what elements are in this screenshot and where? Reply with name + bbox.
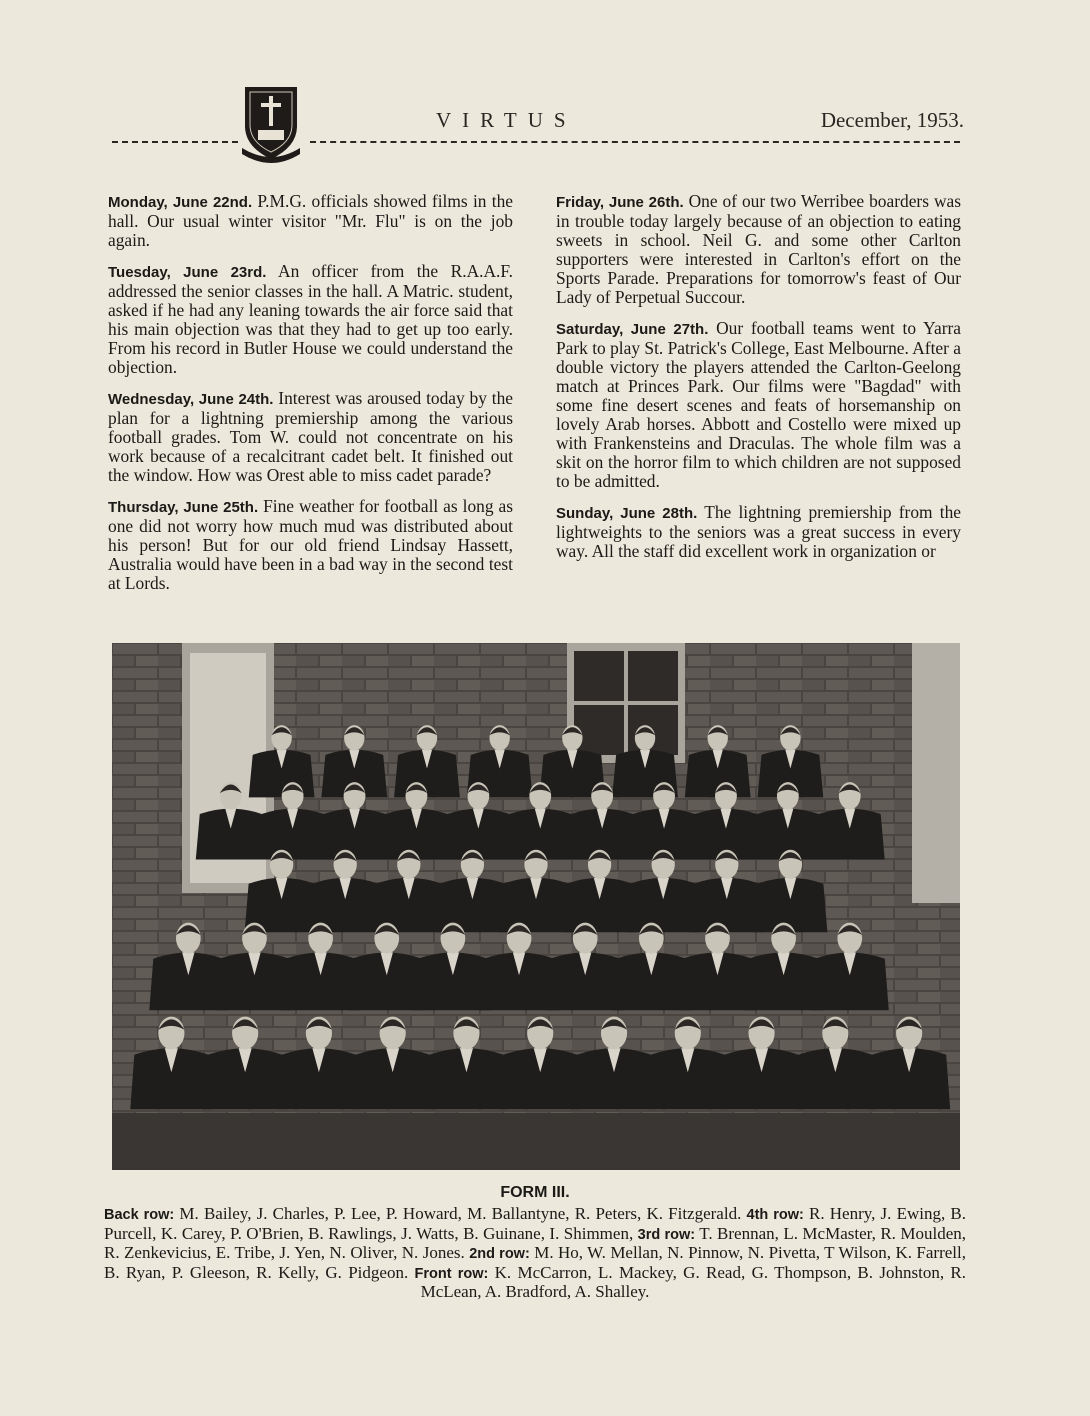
class-photo-illustration — [112, 643, 960, 1170]
diary-column-right — [556, 192, 961, 573]
diary-entry — [108, 497, 513, 593]
entry-date: Friday, June 26th. — [556, 194, 684, 211]
diary-entry — [108, 262, 513, 377]
entry-text: Our football teams went to Yarra Park to play St. Patrick's College, East Melbourne. After a double victory the players attended the Carlton-Geelong match at Princes Park. Our films were "Bagdad" with some fine desert scenes and feats of horsemanship on lovely Arab horses. Abbott and Costello were mixed up with Frankensteins and Draculas. The whole film was a skit on the horror film to which children are not supposed to be admitted. — [556, 318, 961, 491]
masthead-title: VIRTUS — [436, 108, 577, 132]
entry-date: Tuesday, June 23rd. — [108, 264, 267, 281]
diary-entry — [108, 192, 513, 250]
caption-title: FORM III. — [500, 1184, 570, 1201]
class-photo — [112, 643, 960, 1170]
row-label: 4th row: — [746, 1207, 804, 1223]
entry-date: Thursday, June 25th. — [108, 499, 259, 516]
diary-column-left — [108, 192, 513, 605]
header-rule-left — [112, 141, 238, 143]
row-names: M. Ho, W. Mellan, N. Pinnow, N. Pivetta, T Wilson, K. Farrell, B. Ryan, P. Gleeson, R. Kelly, G. Pidgeon. — [104, 1243, 966, 1282]
row-names: M. Bailey, J. Charles, P. Lee, P. Howard, M. Ballantyne, R. Peters, K. Fitzgerald. — [174, 1204, 747, 1223]
entry-date: Sunday, June 28th. — [556, 505, 698, 522]
entry-date: Wednesday, June 24th. — [108, 391, 274, 408]
diary-entry — [108, 389, 513, 485]
row-label: 2nd row: — [469, 1246, 530, 1263]
header-rule-right — [310, 141, 960, 143]
entry-text: An officer from the R.A.A.F. addressed the senior classes in the hall. A Matric. student, asked if he had any leaning towards the air force said that his main objection was that they had to get up too early. From his record in Butler House we could understand the objection. — [108, 261, 514, 377]
photo-caption — [104, 1184, 966, 1301]
school-crest-icon — [240, 82, 302, 164]
page-header — [0, 0, 1090, 170]
diary-entry — [556, 319, 961, 491]
row-label: Back row: — [104, 1207, 175, 1223]
entry-text: Fine weather for football as long as one did not worry how much mud was distributed about his person! But for our old friend Lindsay Hassett, Australia would have been in a bad way in the second test at Lords. — [108, 496, 513, 593]
row-names: K. McCarron, L. Mackey, G. Read, G. Thompson, B. Johnston, R. McLean, A. Bradford, A. Shalley. — [420, 1262, 966, 1302]
caption-names — [104, 1205, 966, 1301]
row-label: 3rd row: — [637, 1226, 696, 1243]
row-names: R. Henry, J. Ewing, B. Purcell, K. Carey, P. O'Brien, B. Rawlings, J. Watts, B. Guinane, I. Shimmen, — [104, 1204, 966, 1243]
entry-text: P.M.G. officials showed films in the hall. Our usual winter visitor "Mr. Flu" is on the job again. — [108, 191, 514, 250]
entry-text: The lightning premiership from the lightweights to the seniors was a great success in every way. All the staff did excellent work in organization or — [556, 502, 961, 561]
entry-date: Monday, June 22nd. — [108, 194, 253, 211]
diary-entry — [556, 192, 961, 307]
row-label: Front row: — [414, 1265, 489, 1282]
entry-date: Saturday, June 27th. — [556, 321, 709, 338]
issue-date: December, 1953. — [820, 108, 964, 132]
entry-text: Interest was aroused today by the plan for a lightning premiership among the various football grades. Tom W. could not concentrate on his work because of a recalcitrant cadet belt. It finished out the window. How was Orest able to miss cadet parade? — [108, 388, 513, 485]
row-names: T. Brennan, L. McMaster, R. Moulden, R. Zenkevicius, E. Tribe, J. Yen, N. Oliver, N. Jones. — [104, 1223, 966, 1263]
entry-text: One of our two Werribee boarders was in trouble today largely because of an objection to eating sweets in school. Neil G. and some other Carlton supporters were interested in Carlton's effort on the Sports Parade. Preparations for tomorrow's feast of Our Lady of Perpetual Succour. — [556, 191, 961, 307]
diary-entry — [556, 503, 961, 561]
